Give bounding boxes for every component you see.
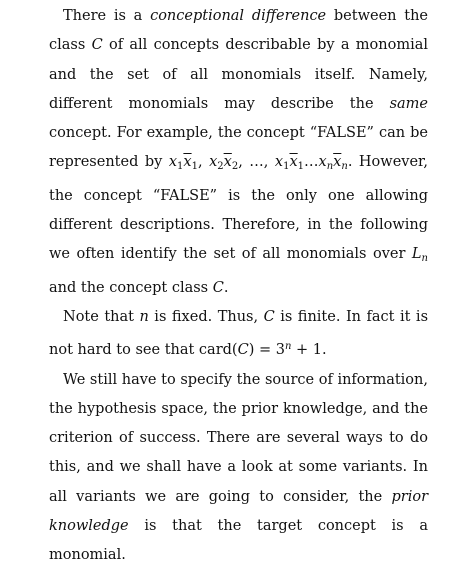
math-sub: 1: [297, 161, 305, 173]
text: of all concepts describable by a monomial and the set of all monomials itself. Namely, different monomials may describe the: [49, 37, 428, 112]
math-sub: 2: [217, 161, 224, 173]
paragraph-2: [49, 303, 428, 366]
emphasis: prior knowledge: [49, 488, 428, 535]
math-sub: 1: [283, 161, 290, 173]
text: + 1.: [291, 342, 327, 359]
math-sub: 2: [231, 161, 239, 173]
math-dots: …: [304, 154, 319, 171]
text: and the concept class: [49, 279, 213, 296]
math-var: x: [168, 154, 178, 171]
text: We still have to specify the source of information, the hypothesis space, the prior knowledge, and the criterion of success. There are several ways to do this, and we shall have a look at some variants. In all variants we are going to consider, the: [49, 371, 428, 505]
math-sub: 1: [177, 161, 184, 173]
math-var: x: [318, 154, 327, 171]
concept-class-symbol: C: [91, 37, 103, 54]
paragraph-1: [49, 2, 428, 303]
literal-set-symbol: L: [411, 246, 422, 263]
text: There is a: [63, 8, 151, 24]
math-sub: n: [421, 253, 428, 265]
text: between the class: [49, 8, 428, 54]
emphasis: conceptional difference: [150, 8, 327, 24]
math-var-negated: $\overline{x}$: [223, 154, 232, 171]
text: Note that: [63, 308, 140, 325]
text: is finite. In fact it is not hard to see that card(: [49, 308, 429, 359]
text: , …,: [238, 154, 275, 171]
emphasis: same: [389, 95, 428, 112]
math-sub: n: [326, 161, 334, 173]
math-var: x: [209, 154, 218, 171]
concept-class-symbol: C: [263, 308, 275, 325]
math-sub: n: [341, 161, 348, 173]
math-var-negated: $\overline{x}$: [289, 154, 298, 171]
text: ,: [197, 154, 210, 171]
math-var: n: [139, 308, 149, 325]
text: ) = 3: [248, 342, 285, 359]
text: . However, the concept “FALSE” is the only one allowing different descriptions. Therefore, in the following we often identify the set of all monomials over: [49, 154, 429, 263]
math-exponent: n: [284, 341, 292, 353]
math-sub: 1: [191, 161, 198, 173]
text: is fixed. Thus,: [148, 308, 264, 325]
math-var: x: [274, 154, 284, 171]
concept-class-symbol: C: [212, 279, 224, 296]
math-var-negated: $\overline{x}$: [333, 154, 342, 171]
math-var-negated: $\overline{x}$: [183, 154, 192, 171]
text: .: [223, 279, 229, 296]
paragraph-3: [49, 366, 428, 571]
text: is that the target concept is a monomial.: [49, 518, 428, 564]
text: concept. For example, the concept “FALSE” can be represented by: [49, 125, 428, 171]
concept-class-symbol: C: [237, 342, 249, 359]
